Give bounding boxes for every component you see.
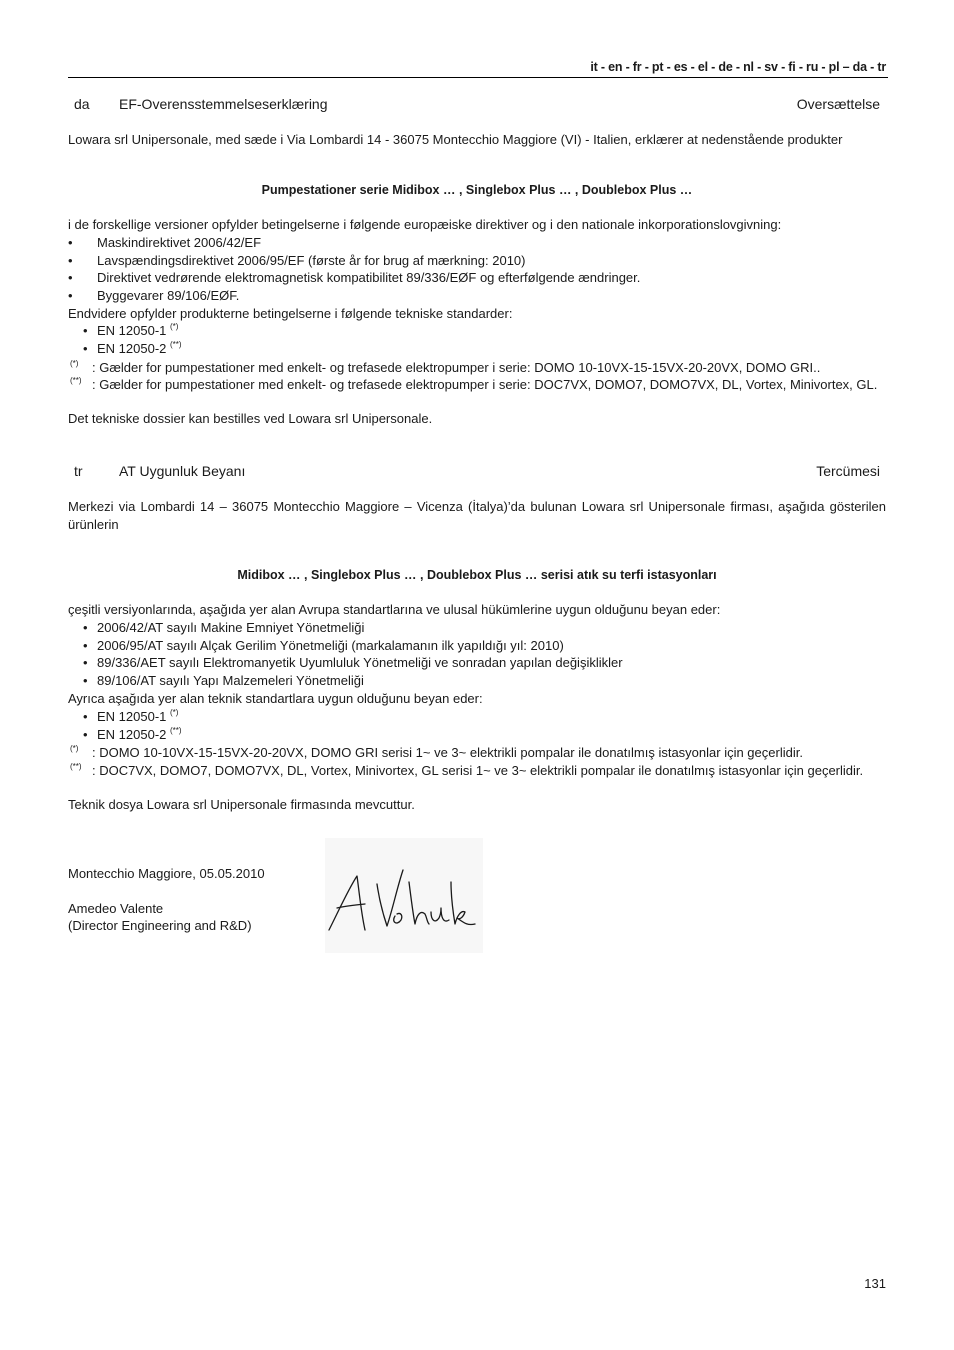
- page-number: 131: [864, 1276, 886, 1291]
- list-item: • 89/106/AT sayılı Yapı Malzemeleri Yönetmeliği: [83, 672, 364, 688]
- language-codes-header: it - en - fr - pt - es - el - de - nl - sv - fi - ru - pl – da - tr: [590, 60, 886, 74]
- list-item: • EN 12050-1 (*): [83, 708, 179, 724]
- list-item: • 89/336/AET sayılı Elektromanyetik Uyumluluk Yönetmeliği ve sonradan yapılan değişiklikler: [83, 655, 623, 670]
- directives-list-tr: [68, 619, 623, 689]
- list-item: • EN 12050-2 (**): [83, 339, 182, 356]
- footnote-double-star-da: (**) : Gælder for pumpestationer med enkelt- og trefasede elektropumper i serie: DOC7VX, DOMO7, DOMO7VX, DL, Vortex, Minivortex, GL.: [70, 376, 878, 392]
- intro-paragraph-da: Lowara srl Unipersonale, med sæde i Via Lombardi 14 - 36075 Montecchio Maggiore (VI) - Italien, erklærer at nedenstående produkter: [68, 132, 843, 147]
- product-line-da: Pumpestationer serie Midibox … , Singlebox Plus … , Doublebox Plus …: [261, 183, 693, 197]
- signatory-name: Amedeo Valente: [68, 901, 164, 916]
- section-translation-label: Tercümesi: [816, 463, 880, 479]
- standards-intro-tr: Ayrıca aşağıda yer alan teknik standartlara uygun olduğunu beyan eder:: [68, 691, 483, 706]
- dossier-line-tr: Teknik dosya Lowara srl Unipersonale firmasında mevcuttur.: [68, 797, 415, 812]
- handwritten-signature: [325, 838, 483, 953]
- footnote-single-star-tr: (*) : DOMO 10-10VX-15-15VX-20-20VX, DOMO GRI serisi 1~ ve 3~ elektrikli pompalar ile donatılmış istasyonlar için geçerlidir.: [70, 744, 803, 760]
- list-item: • 2006/95/AT sayılı Alçak Gerilim Yönetmeliği (markalamanın ilk yapıldığı yıl: 2010): [83, 637, 564, 653]
- signature-image: [325, 838, 483, 953]
- standards-list-da: [68, 322, 182, 357]
- header-divider: [68, 77, 888, 78]
- list-item: • EN 12050-1 (*): [83, 322, 179, 338]
- list-item: • Maskindirektivet 2006/42/EF: [68, 235, 262, 250]
- directives-intro-tr: çeşitli versiyonlarında, aşağıda yer alan Avrupa standartlarına ve ulusal hükümlerine uygun olduğunu beyan eder:: [68, 602, 721, 617]
- standards-list-tr: [68, 708, 182, 743]
- section-title: AT Uygunluk Beyanı: [119, 463, 246, 479]
- list-item: • Byggevarer 89/106/EØF.: [68, 287, 240, 303]
- list-item: • 2006/42/AT sayılı Makine Emniyet Yönetmeliği: [83, 620, 365, 635]
- section-language-code: da: [74, 96, 90, 112]
- section-language-code: tr: [74, 463, 83, 479]
- directives-list-da: [68, 234, 640, 304]
- footnote-double-star-tr: (**) : DOC7VX, DOMO7, DOMO7VX, DL, Vortex, Minivortex, GL serisi 1~ ve 3~ elektrikli pompalar ile donatılmış istasyonlar için geçerlidir.: [70, 762, 864, 778]
- product-line-tr: Midibox … , Singlebox Plus … , Doublebox Plus … serisi atık su terfi istasyonları: [237, 568, 717, 582]
- dossier-line-da: Det tekniske dossier kan bestilles ved Lowara srl Unipersonale.: [68, 411, 433, 426]
- list-item: • Lavspændingsdirektivet 2006/95/EF (første år for brug af mærkning: 2010): [68, 252, 526, 268]
- directives-intro-da: i de forskellige versioner opfylder betingelserne i følgende europæiske direktiver og i den nationale inkorporationslovgivning:: [68, 217, 782, 232]
- footnote-single-star-da: (*) : Gælder for pumpestationer med enkelt- og trefasede elektropumper i serie: DOMO 10-10VX-15-15VX-20-20VX, DOMO GRI..: [70, 359, 821, 375]
- list-item: • Direktivet vedrørende elektromagnetisk kompatibilitet 89/336/EØF og efterfølgende ændringer.: [68, 270, 641, 285]
- signatory-role: (Director Engineering and R&D): [68, 918, 252, 933]
- list-item: • EN 12050-2 (**): [83, 725, 182, 742]
- section-translation-label: Oversættelse: [796, 96, 880, 112]
- intro-paragraph-tr: Merkezi via Lombardi 14 – 36075 Montecchio Maggiore – Vicenza (İtalya)’da bulunan Lowara srl Unipersonale firması, aşağıda gösterilen ürünlerin: [68, 499, 886, 532]
- section-title: EF-Overensstemmelseserklæring: [119, 96, 328, 112]
- place-and-date: Montecchio Maggiore, 05.05.2010: [68, 866, 265, 881]
- standards-intro-da: Endvidere opfylder produkterne betingelserne i følgende tekniske standarder:: [68, 306, 513, 321]
